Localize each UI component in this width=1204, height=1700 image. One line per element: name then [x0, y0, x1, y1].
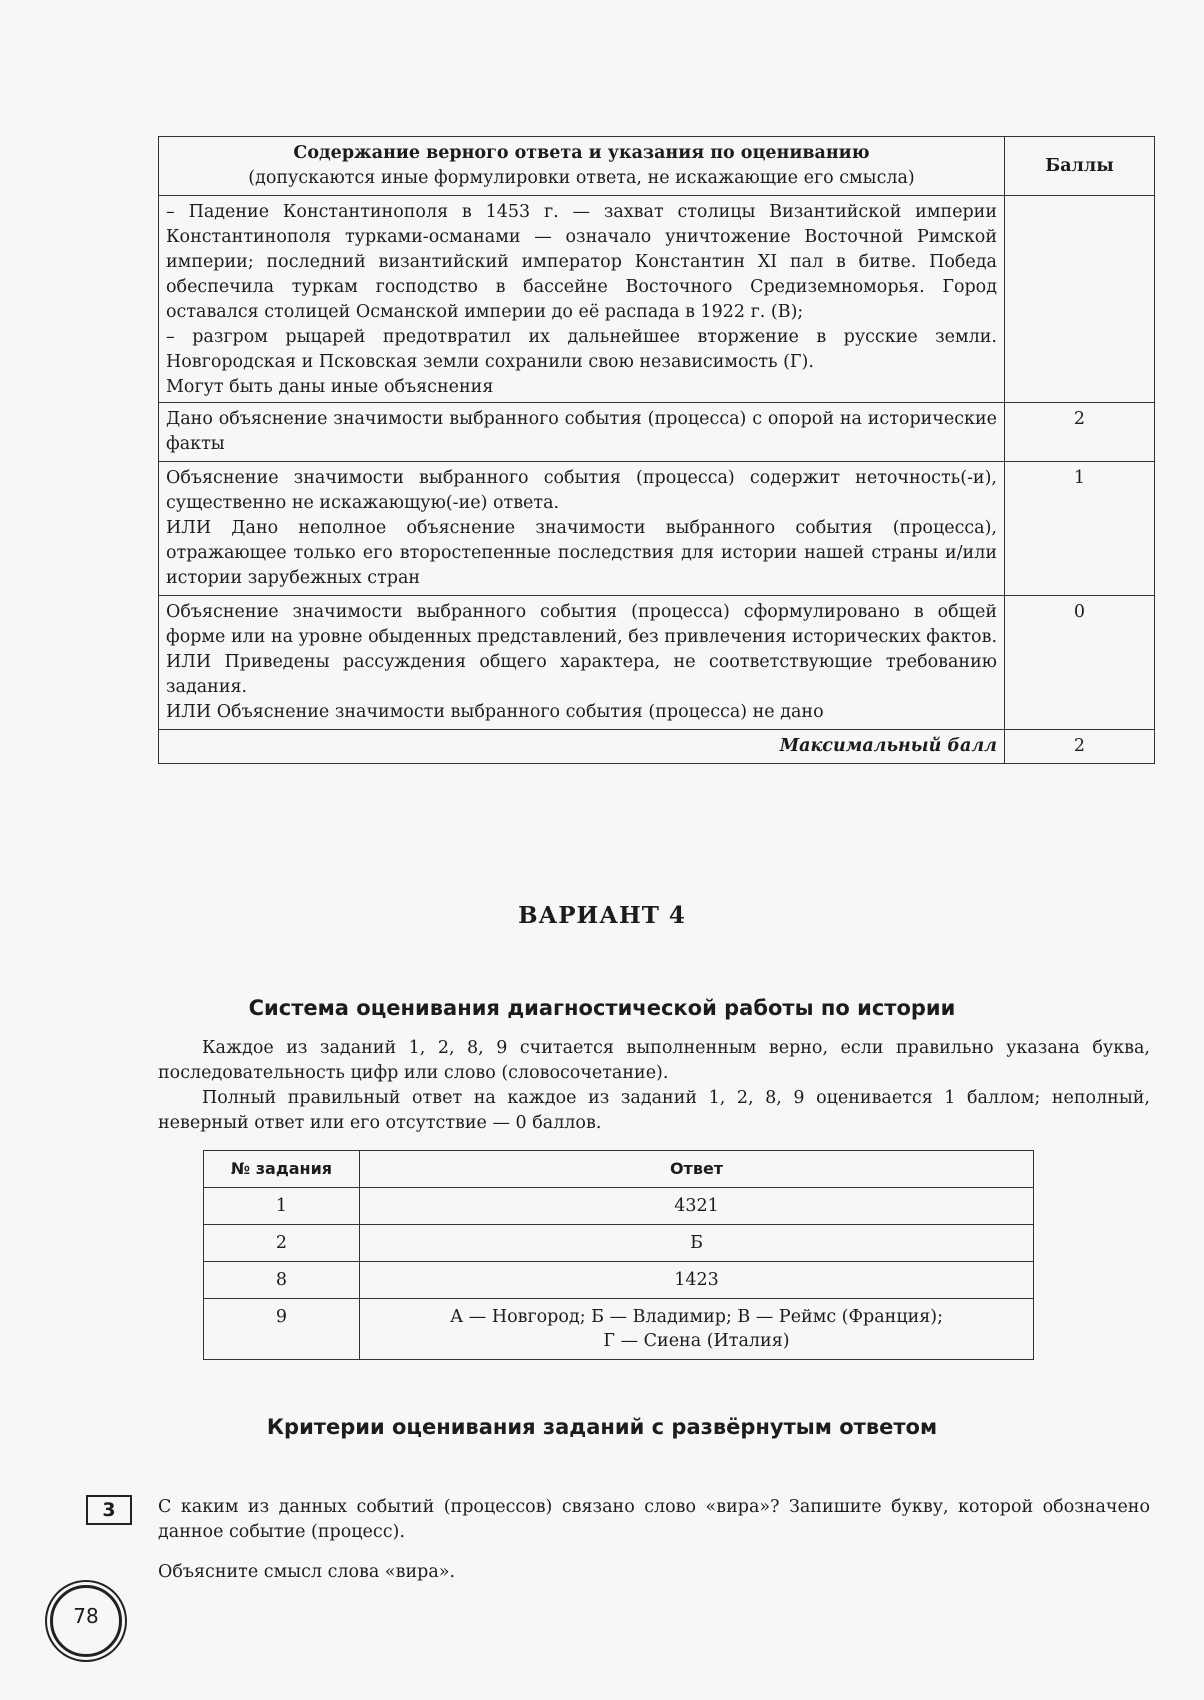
answers-header-row: [204, 1151, 1034, 1188]
criteria-line: Объяснение значимости выбранного события (процесса) содержит неточность(-и), существенно не искажающую(-ие) ответа.: [166, 468, 997, 513]
criteria-header-row: [159, 137, 1155, 196]
max-score-value: 2: [1005, 730, 1155, 764]
criteria-row-text: [159, 403, 1005, 462]
max-score-label: Максимальный балл: [159, 730, 1005, 764]
criteria-line: ИЛИ Приведены рассуждения общего характера, не соответствующие требованию задания.: [166, 652, 997, 697]
criteria-line: ИЛИ Объяснение значимости выбранного события (процесса) не дано: [166, 702, 824, 722]
criteria-explanation: [159, 196, 1005, 403]
criteria-line: ИЛИ Дано неполное объяснение значимости выбранного события (процесса), отражающее только его второстепенные последствия для истории нашей страны и/или истории зарубежных стран: [166, 518, 997, 588]
variant-heading: ВАРИАНТ 4: [518, 902, 686, 929]
answers-header-task: № задания: [204, 1151, 360, 1188]
criteria-row-points: 1: [1005, 462, 1155, 596]
answers-row: [204, 1225, 1034, 1262]
criteria-explanation-row: [159, 196, 1155, 403]
criteria-row: [159, 462, 1155, 596]
criteria-row: [159, 596, 1155, 730]
answers-answer-line: А — Новгород; Б — Владимир; В — Реймс (Франция);: [449, 1307, 944, 1327]
explanation-line: – разгром рыцарей предотвратил их дальнейшее вторжение в русские земли. Новгородская и Псковская земли сохранили свою независимость (Г).: [166, 327, 997, 372]
answers-task-number: 2: [204, 1225, 360, 1262]
paragraph-1-text: Каждое из заданий 1, 2, 8, 9 считается выполненным верно, если правильно указана буква, последовательность цифр или слово (словосочетание).: [158, 1038, 1150, 1083]
criteria-row-text: [159, 596, 1005, 730]
criteria-header-subtitle: (допускаются иные формулировки ответа, не искажающие его смысла): [248, 168, 915, 188]
answers-task-number: 9: [204, 1299, 360, 1360]
answers-answer: 4321: [360, 1188, 1034, 1225]
answers-task-number: 1: [204, 1188, 360, 1225]
page-number: 78: [73, 1604, 99, 1628]
answers-answer: Б: [360, 1225, 1034, 1262]
answers-answer-line: Г — Сиена (Италия): [603, 1331, 790, 1351]
criteria-max-row: [159, 730, 1155, 764]
criteria-header-title: Содержание верного ответа и указания по оцениванию: [293, 143, 870, 163]
answers-answer: 1423: [360, 1262, 1034, 1299]
criteria-line: Объяснение значимости выбранного события (процесса) сформулировано в общей форме или на уровне обыденных представлений, без привлечения исторических фактов.: [166, 602, 998, 647]
answers-row: [204, 1299, 1034, 1360]
criteria-table: [158, 136, 1155, 764]
criteria-row-points: 2: [1005, 403, 1155, 462]
answers-table: [203, 1150, 1034, 1360]
explanation-line: – Падение Константинополя в 1453 г. — захват столицы Византийской империи Константинополя турками-османами — означало уничтожение Восточной Римской империи; последний византийский император Константин XI пал в битве. Победа обеспечила туркам господство в бассейне Восточного Средиземноморья. Город оставался столицей Османской империи до её распада в 1922 г. (В);: [166, 202, 997, 322]
system-heading: Система оценивания диагностической работы по истории: [248, 996, 956, 1020]
answers-answer: [360, 1299, 1034, 1360]
paragraph-1: [158, 1036, 1150, 1086]
paragraph-2: [158, 1086, 1150, 1136]
task-question: С каким из данных событий (процессов) связано слово «вира»? Запишите букву, которой обозначено данное событие (процесс).: [158, 1497, 1150, 1542]
task-extra: Объясните смысл слова «вира».: [158, 1562, 456, 1582]
paragraph-2-text: Полный правильный ответ на каждое из заданий 1, 2, 8, 9 оценивается 1 баллом; неполный, неверный ответ или его отсутствие — 0 баллов.: [158, 1088, 1150, 1133]
answers-row: [204, 1188, 1034, 1225]
task-number-box: 3: [86, 1495, 132, 1525]
criteria-row-text: [159, 462, 1005, 596]
answers-header-answer: Ответ: [360, 1151, 1034, 1188]
criteria-heading: Критерии оценивания заданий с развёрнутым ответом: [266, 1415, 938, 1439]
criteria-explanation-points: [1005, 196, 1155, 403]
explanation-line: Могут быть даны иные объяснения: [166, 377, 494, 397]
criteria-row-points: 0: [1005, 596, 1155, 730]
criteria-row: [159, 403, 1155, 462]
criteria-header-content: [159, 137, 1005, 196]
answers-task-number: 8: [204, 1262, 360, 1299]
answers-row: [204, 1262, 1034, 1299]
criteria-line: Дано объяснение значимости выбранного события (процесса) с опорой на исторические факты: [166, 409, 997, 454]
criteria-header-points: Баллы: [1005, 137, 1155, 196]
